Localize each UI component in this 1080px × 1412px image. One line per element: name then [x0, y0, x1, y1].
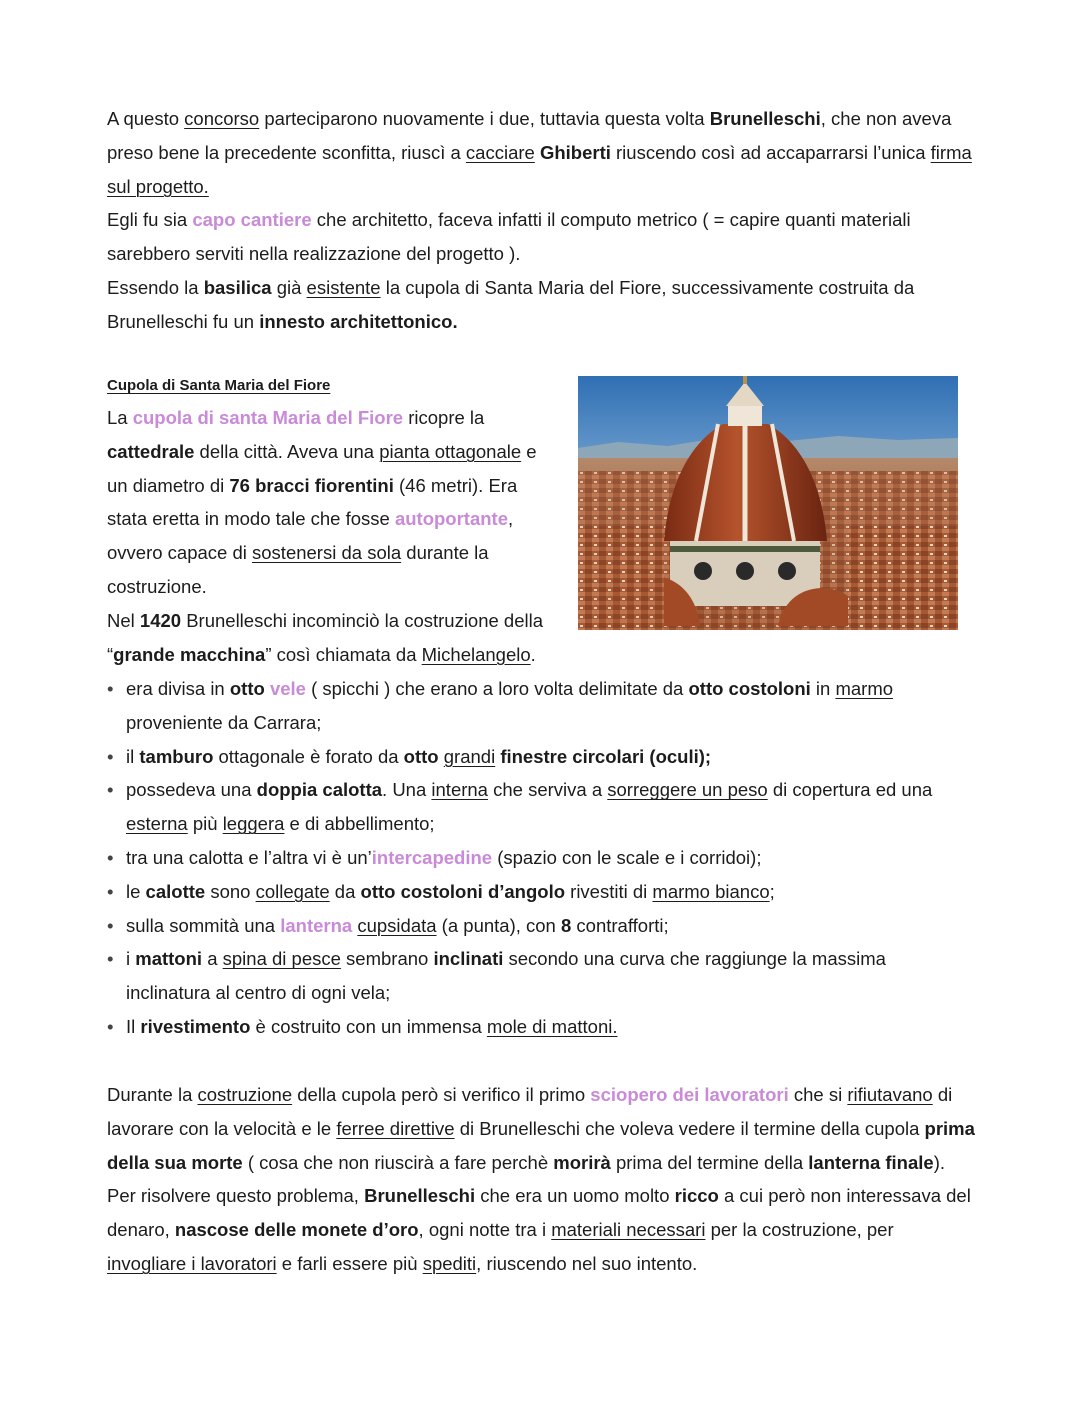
text-underlined: materiali necessari [551, 1219, 706, 1241]
text-run: di Brunelleschi che voleva vedere il termine della cupola [454, 1117, 925, 1139]
text-run: , riuscendo nel suo intento. [476, 1252, 698, 1274]
text-run: riuscendo così ad accaparrarsi l’unica [610, 141, 931, 163]
text-bold: basilica [203, 276, 272, 298]
text-bold: ricco [674, 1185, 719, 1207]
text-run: sono [205, 880, 256, 902]
text-run: (46 metri). Era stata eretta in modo tale che fosse [107, 474, 518, 530]
text-run: per la costruzione, per [705, 1219, 894, 1241]
text-underlined: concorso [184, 108, 260, 129]
text-bold: innesto architettonico. [259, 310, 458, 332]
text-run: della cupola però si verifico il primo [292, 1084, 591, 1105]
text-underlined: Michelangelo [421, 643, 531, 665]
text-underlined: grandi [443, 745, 496, 767]
text-highlight: cupola di santa Maria del Fiore [132, 407, 404, 428]
intro-section [107, 102, 977, 339]
feature-list-item [107, 740, 967, 774]
text-underlined: invogliare i lavoratori [107, 1252, 277, 1274]
intro-paragraph-3 [107, 271, 977, 339]
intro-paragraph-1 [107, 102, 977, 203]
text-run: . Una [382, 779, 432, 801]
text-bold: nascose delle monete d’oro [174, 1219, 419, 1241]
text-run: che serviva a [487, 779, 608, 801]
text-run: e farli essere più [276, 1252, 423, 1274]
text-run: Essendo la [107, 276, 204, 298]
text-underlined: esistente [306, 276, 381, 298]
text-run: rivestiti di [565, 880, 653, 902]
text-run: proveniente da Carrara; [126, 711, 322, 733]
intro-paragraph-2 [107, 203, 977, 271]
feature-list-item [107, 909, 967, 943]
features-list [107, 672, 967, 1044]
text-run: , ogni notte tra i [418, 1219, 552, 1241]
text-underlined: sostenersi da sola [252, 542, 402, 564]
text-highlight: capo cantiere [192, 209, 312, 231]
text-run: tra una calotta e l’altra vi è un’ [126, 846, 372, 868]
text-run: che era un uomo molto [475, 1185, 675, 1207]
feature-list-item [107, 1010, 967, 1044]
text-run: sembrano [340, 948, 434, 970]
text-run: Nel [107, 609, 140, 631]
text-underlined: sorreggere un peso [607, 779, 768, 801]
text-bold: inclinati [433, 948, 504, 970]
text-highlight: lanterna [280, 914, 353, 936]
text-underlined: spediti [422, 1252, 477, 1274]
text-run: la cupola di Santa Maria del Fiore, successivamente costruita da Brunelleschi fu un [107, 276, 915, 332]
text-run: e un diametro di [107, 440, 537, 496]
text-run: (spazio con le scale e i corridoi); [492, 846, 762, 868]
text-underlined: esterna [126, 813, 188, 835]
text-run: . [530, 643, 536, 665]
text-run: La [107, 407, 133, 428]
text-run: e di abbellimento; [284, 813, 435, 835]
text-run: parteciparono nuovamente i due, tuttavia questa volta [259, 108, 710, 129]
text-underlined: mole di mattoni. [486, 1015, 618, 1037]
text-run: possedeva una [126, 779, 257, 801]
text-run: ( cosa che non riuscirà a fare perchè [242, 1151, 554, 1173]
text-bold: otto [229, 678, 265, 699]
text-bold: cattedrale [107, 440, 195, 462]
features-section [107, 672, 967, 1044]
text-bold: Brunelleschi [364, 1185, 476, 1207]
feature-list-item [107, 773, 967, 841]
text-bold: mattoni [135, 948, 203, 970]
text-bold: prima della sua morte [107, 1117, 975, 1173]
text-run: Egli fu sia [107, 209, 193, 231]
text-underlined: costruzione [197, 1084, 293, 1105]
text-run: di copertura ed una [767, 779, 933, 801]
text-run: prima del termine della [610, 1151, 809, 1173]
text-run: ; [769, 880, 775, 902]
text-run: in [810, 678, 836, 699]
text-run: è costruito con un immensa [250, 1015, 487, 1037]
text-highlight: vele [269, 678, 306, 699]
text-run: , che non aveva preso bene la precedente sconfitta, riuscì a [107, 108, 952, 163]
text-highlight: intercapedine [371, 846, 493, 868]
text-bold: Ghiberti [539, 141, 611, 163]
text-run: più [187, 813, 223, 835]
text-underlined: leggera [222, 813, 285, 835]
section-heading: Cupola di Santa Maria del Fiore [107, 377, 331, 394]
cupola-photo [578, 376, 958, 630]
text-underlined: marmo bianco [652, 880, 770, 902]
text-run: ( spicchi ) che erano a loro volta delimitate da [305, 678, 689, 699]
text-run: ” così chiamata da [265, 643, 422, 665]
text-bold: otto costoloni d’angolo [360, 880, 566, 902]
text-run: contrafforti; [571, 914, 669, 936]
text-highlight: sciopero dei lavoratori [590, 1084, 789, 1105]
text-run: a cui però non interessava del denaro, [107, 1185, 971, 1241]
text-run: sulla sommità una [126, 914, 281, 936]
text-bold: finestre circolari (oculi); [500, 745, 712, 767]
text-underlined: cacciare [465, 141, 535, 163]
text-run: A questo [107, 108, 185, 129]
text-bold: 8 [560, 914, 572, 936]
closing-section [107, 1078, 977, 1281]
text-bold: grande macchina [113, 643, 266, 665]
text-run: ottagonale è forato da [213, 745, 404, 767]
text-run: ricopre la [403, 407, 485, 428]
cupola-paragraph-1 [107, 401, 559, 604]
closing-paragraph [107, 1078, 977, 1281]
cupola-paragraph-2 [107, 604, 559, 672]
text-underlined: cupsidata [357, 914, 437, 936]
text-run: secondo una curva che raggiunge la massima inclinatura al centro di ogni vela; [126, 948, 886, 1004]
text-bold: calotte [145, 880, 206, 902]
text-underlined: spina di pesce [222, 948, 341, 970]
text-underlined: ferree direttive [336, 1117, 455, 1139]
text-run: della città. Aveva una [194, 440, 380, 462]
text-run: era divisa in [126, 678, 230, 699]
text-bold: 76 bracci fiorentini [229, 474, 394, 496]
text-run: le [126, 880, 146, 902]
text-run: i [126, 948, 136, 970]
text-bold: lanterna finale [808, 1151, 934, 1173]
text-bold: Brunelleschi [709, 108, 821, 129]
feature-list-item [107, 875, 967, 909]
text-run: Brunelleschi incominciò la costruzione della “ [107, 609, 544, 665]
text-run: che si [788, 1084, 848, 1105]
text-run: , ovvero capace di [107, 508, 514, 564]
text-bold: otto [403, 745, 439, 767]
text-run: durante la costruzione. [107, 542, 489, 597]
text-underlined: pianta ottagonale [379, 440, 522, 462]
text-run: che architetto, faceva infatti il computo metrico ( = capire quanti materiali sarebbero serviti nella realizzazione del progetto ). [107, 209, 911, 265]
text-bold: morirà [553, 1151, 611, 1173]
text-underlined: firma sul progetto. [107, 141, 972, 197]
text-run: già [271, 276, 307, 298]
text-bold: doppia calotta [256, 779, 383, 801]
text-underlined: marmo [835, 678, 894, 699]
text-run: da [329, 880, 361, 902]
feature-list-item [107, 841, 967, 875]
text-highlight: autoportante [394, 508, 509, 530]
text-run: il [126, 745, 140, 767]
text-run: Il [126, 1015, 141, 1037]
cupola-text [107, 401, 559, 671]
text-underlined: collegate [255, 880, 330, 902]
text-underlined: rifiutavano [847, 1084, 933, 1105]
text-run: di lavorare con la velocità e le [107, 1084, 953, 1139]
text-run: ). Per risolvere questo problema, [107, 1151, 946, 1207]
text-underlined: interna [431, 779, 488, 801]
text-run: Durante la [107, 1084, 198, 1105]
text-run: a [202, 948, 223, 970]
text-bold: 1420 [139, 609, 182, 631]
text-bold: tamburo [139, 745, 214, 767]
feature-list-item [107, 942, 967, 1010]
feature-list-item [107, 672, 967, 740]
text-bold: rivestimento [140, 1015, 251, 1037]
text-run: (a punta), con [436, 914, 561, 936]
text-bold: otto costoloni [688, 678, 811, 699]
